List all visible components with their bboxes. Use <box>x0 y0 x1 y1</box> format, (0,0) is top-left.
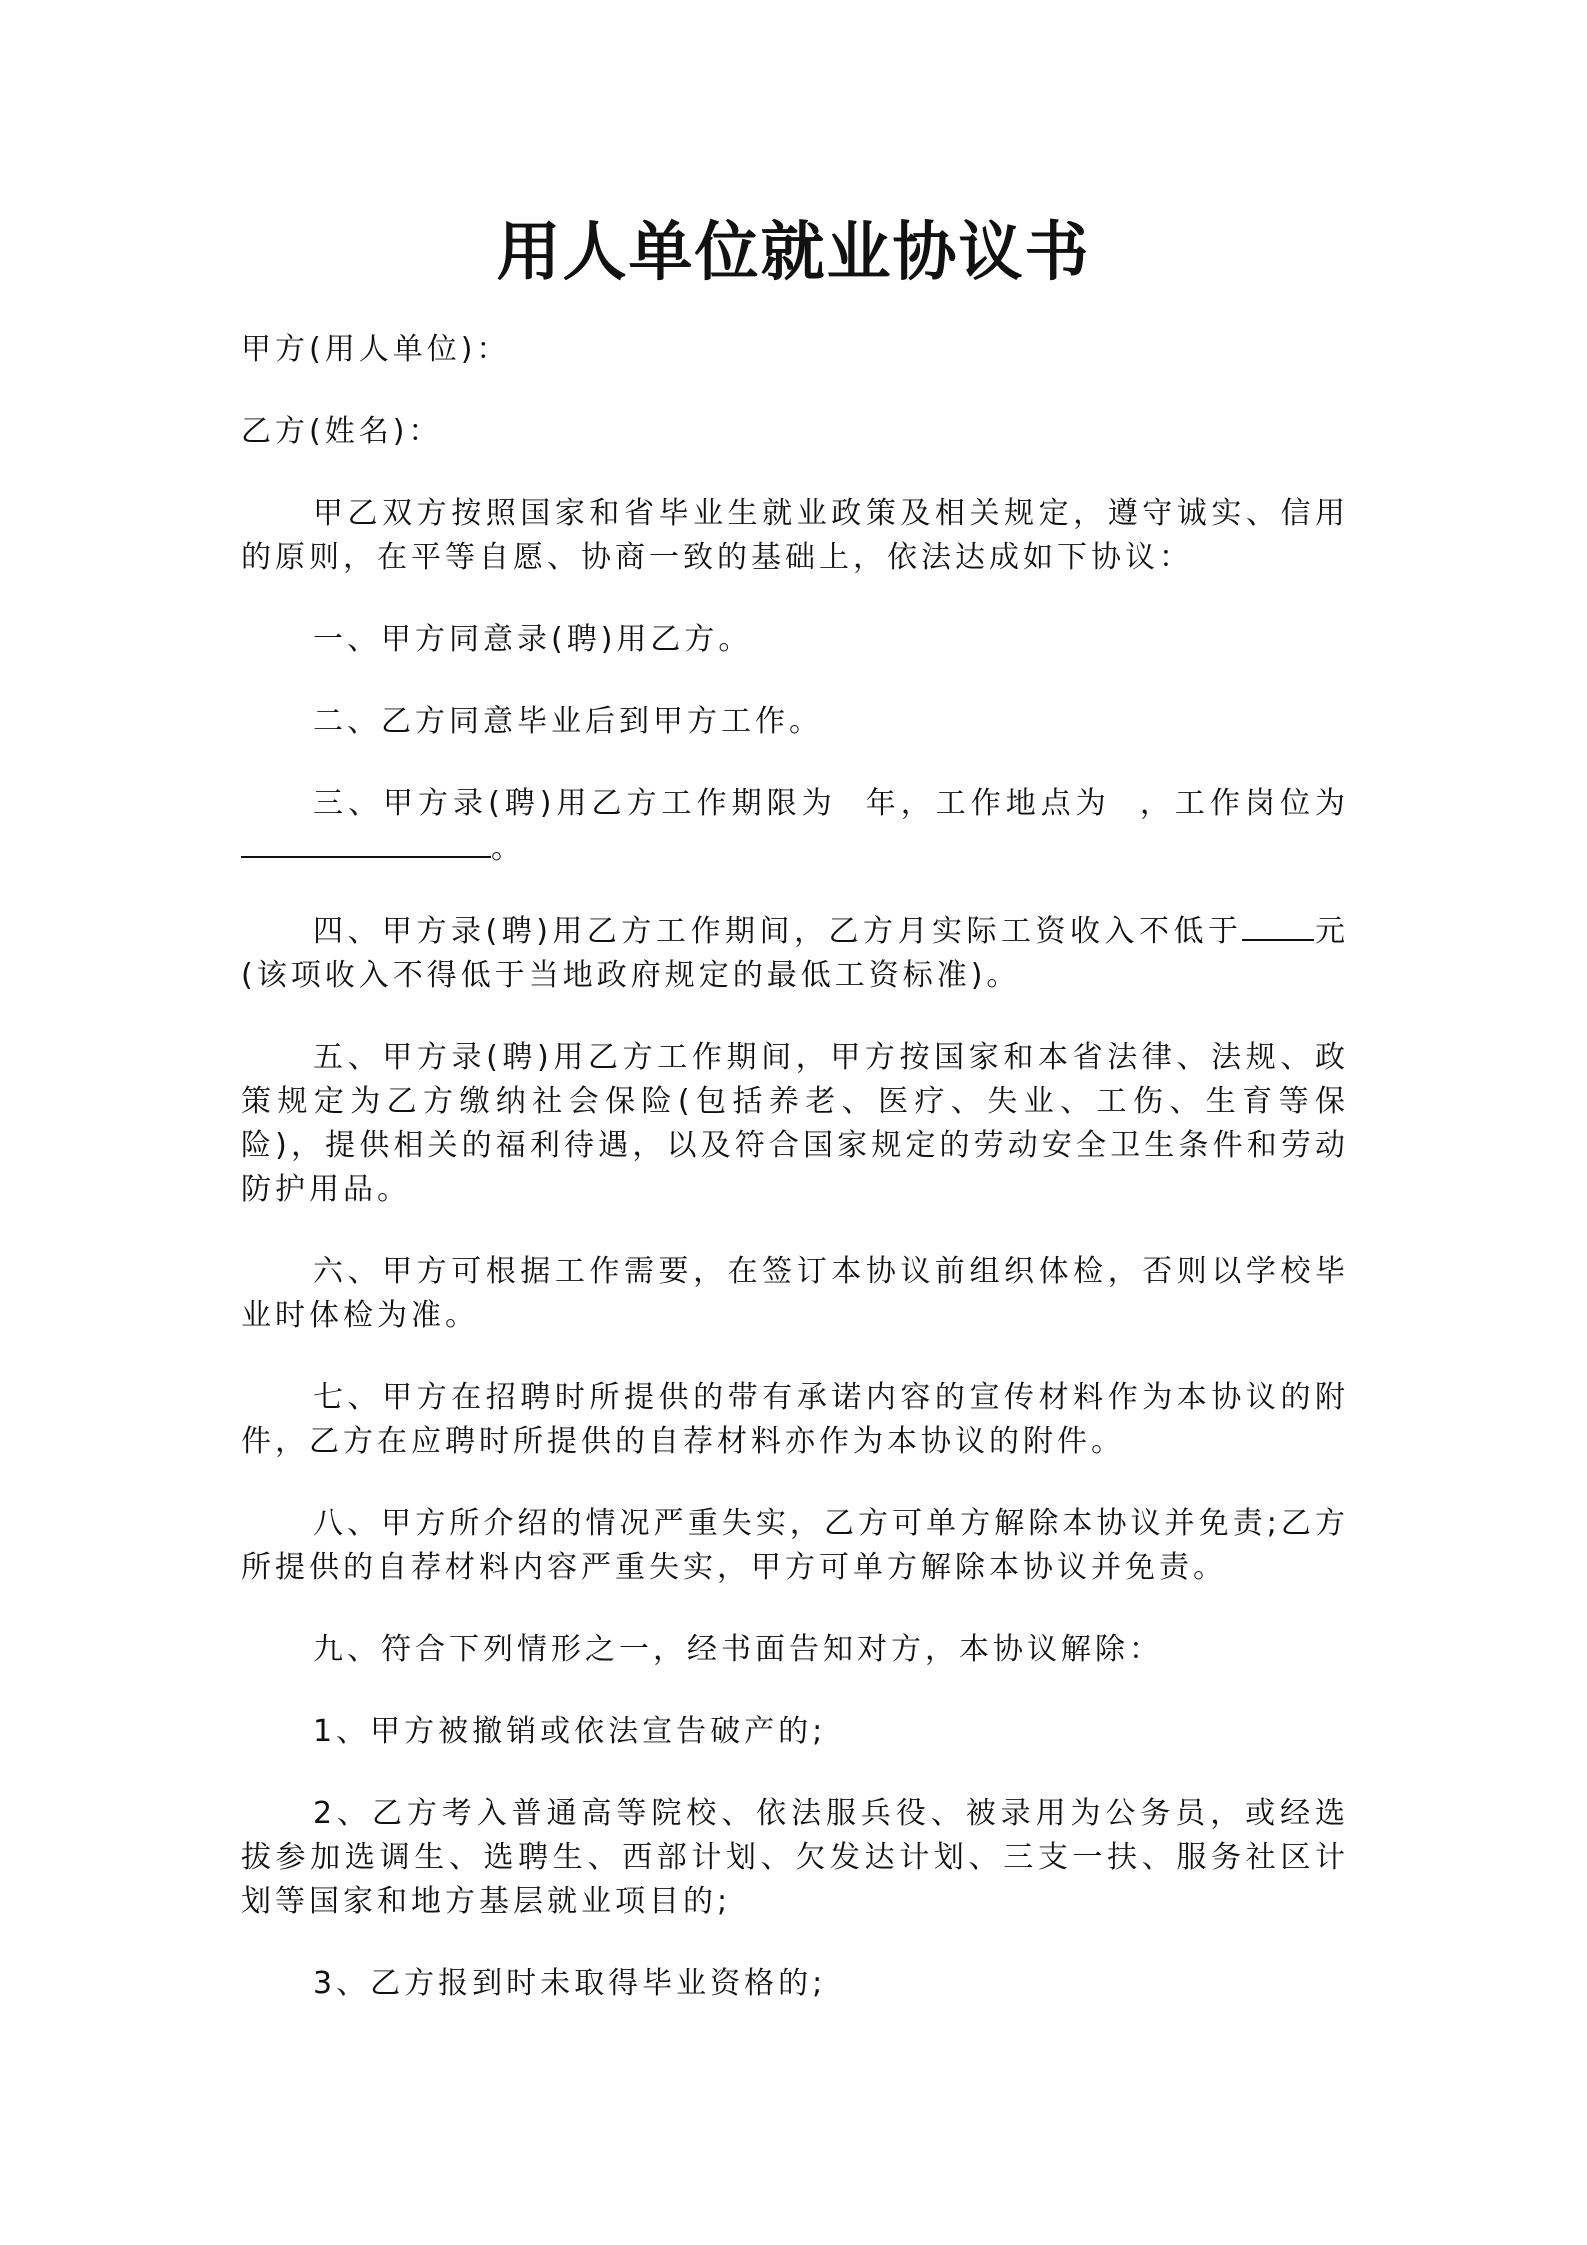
clause-3 <box>241 782 1349 871</box>
clause-4-text: 四、甲方录(聘)用乙方工作期间，乙方月实际工资收入不低于 <box>313 914 1243 949</box>
clause-3-text: 三、甲方录(聘)用乙方工作期限为 年，工作地点为 ，工作岗位为 <box>313 786 1349 821</box>
clause-6: 六、甲方可根据工作需要，在签订本协议前组织体检，否则以学校毕业时体检为准。 <box>241 1254 1349 1333</box>
clause-9: 九、符合下列情形之一，经书面告知对方，本协议解除： <box>313 1632 1163 1667</box>
clause-1: 一、甲方同意录(聘)用乙方。 <box>313 622 753 657</box>
document-body <box>241 328 1349 2044</box>
clause-4 <box>241 909 1349 998</box>
clause-9-item-2: 2、乙方考入普通高等院校、依法服兵役、被录用为公务员，或经选拔参加选调生、选聘生、西部计划、欠发达计划、三支一扶、服务社区计划等国家和地方基层就业项目的; <box>241 1796 1349 1919</box>
clause-4-end: 元(该项收入不得低于当地政府规定的最低工资标准)。 <box>241 914 1349 993</box>
clause-9-item-1: 1、甲方被撤销或依法宣告破产的; <box>313 1714 827 1749</box>
clause-3-end: 。 <box>491 831 525 866</box>
party-b-line: 乙方(姓名)： <box>241 414 443 449</box>
clause-2: 二、乙方同意毕业后到甲方工作。 <box>313 704 823 739</box>
clause-8: 八、甲方所介绍的情况严重失实，乙方可单方解除本协议并免责;乙方所提供的自荐材料内容严重失实，甲方可单方解除本协议并免责。 <box>241 1506 1349 1585</box>
preamble-paragraph: 甲乙双方按照国家和省毕业生就业政策及相关规定，遵守诚实、信用的原则，在平等自愿、协商一致的基础上，依法达成如下协议： <box>241 496 1349 575</box>
clause-9-item-3: 3、乙方报到时未取得毕业资格的; <box>313 1966 827 2001</box>
clause-7: 七、甲方在招聘时所提供的带有承诺内容的宣传材料作为本协议的附件，乙方在应聘时所提供的自荐材料亦作为本协议的附件。 <box>241 1380 1349 1459</box>
clause-5: 五、甲方录(聘)用乙方工作期间，甲方按国家和本省法律、法规、政策规定为乙方缴纳社会保险(包括养老、医疗、失业、工伤、生育等保险)，提供相关的福利待遇，以及符合国家规定的劳动安全卫生条件和劳动防护用品。 <box>241 1040 1349 1207</box>
document-title: 用人单位就业协议书 <box>496 215 1091 290</box>
position-blank-line <box>241 826 491 858</box>
party-a-line: 甲方(用人单位)： <box>241 332 511 367</box>
salary-blank-line <box>1242 909 1314 941</box>
